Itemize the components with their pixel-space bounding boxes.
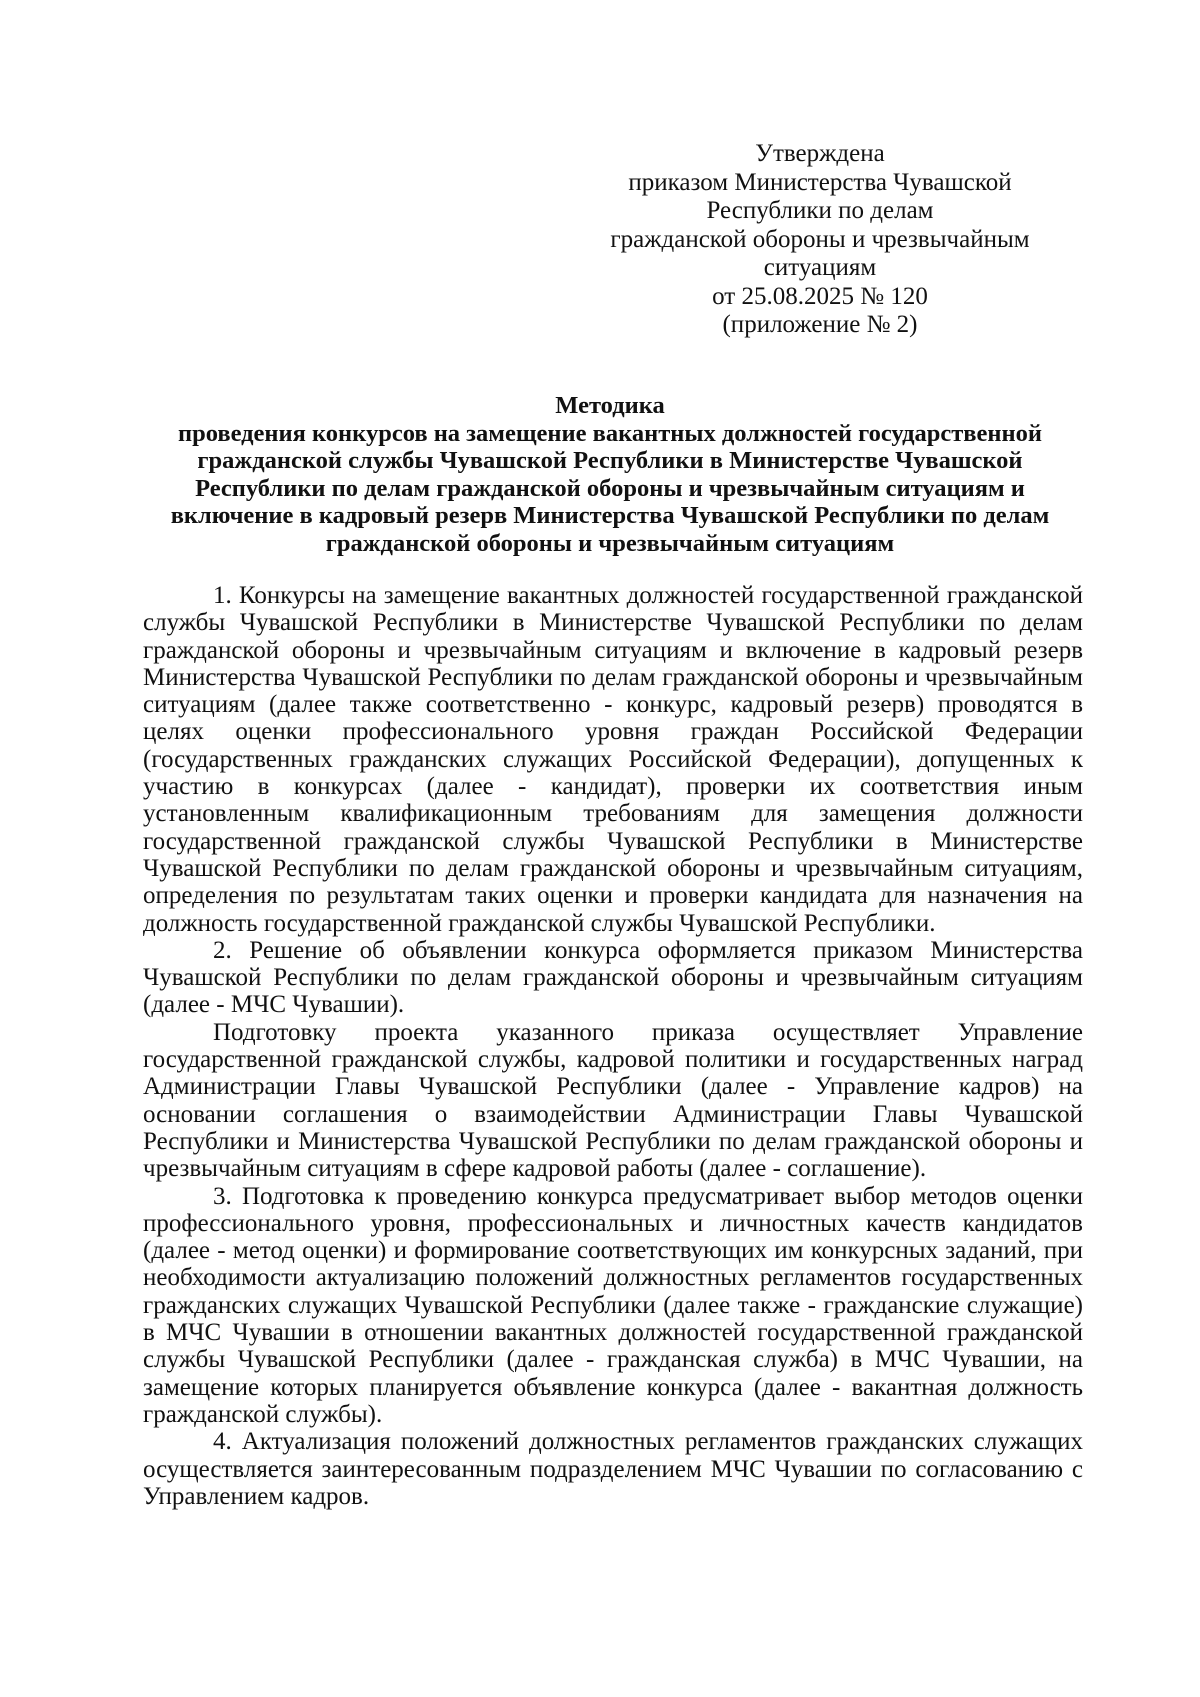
approval-order-date: от 25.08.2025 № 120	[712, 282, 928, 310]
paragraph-3: 3. Подготовка к проведению конкурса предусматривает выбор методов оценки профессионального уровня, профессиональных и личностных качеств кандидатов (далее - метод оценки) и формирование соответствующих им конкурсных заданий, при необходимости актуализацию положений должностных регламентов государственных гражданских служащих Чувашской Республики (далее также - гражданские служащие) в МЧС Чувашии в отношении вакантных должностей государственной гражданской службы Чувашской Республики (далее - гражданская служба) в МЧС Чувашии, на замещение которых планируется объявление конкурса (далее - вакантная должность гражданской службы).	[143, 1182, 1083, 1428]
approval-line: приказом Министерства Чувашской	[628, 168, 1012, 196]
paragraph-4: 4. Актуализация положений должностных регламентов гражданских служащих осуществляется заинтересованным подразделением МЧС Чувашии по согласованию с Управлением кадров.	[143, 1428, 1083, 1510]
paragraph-2: 2. Решение об объявлении конкурса оформляется приказом Министерства Чувашской Республики по делам гражданской обороны и чрезвычайным ситуациям (далее - МЧС Чувашии).	[143, 936, 1083, 1019]
paragraph-1: 1. Конкурсы на замещение вакантных должностей государственной гражданской службы Чувашской Республики в Министерстве Чувашской Республики по делам гражданской обороны и чрезвычайным ситуациям и включение в кадровый резерв Министерства Чувашской Республики по делам гражданской обороны и чрезвычайным ситуациям (далее также соответственно - конкурс, кадровый резерв) проводятся в целях оценки профессионального уровня граждан Российской Федерации (государственных гражданских служащих Российской Федерации), допущенных к участию в конкурсах (далее - кандидат), проверки их соответствия иным установленным квалификационным требованиям для замещения должности государственной гражданской службы Чувашской Республики в Министерстве Чувашской Республики по делам гражданской обороны и чрезвычайным ситуациям, определения по результатам таких оценки и проверки кандидата для назначения на должность государственной гражданской службы Чувашской Республики.	[143, 582, 1083, 937]
approval-stamp-block	[590, 140, 1050, 340]
approval-line: ситуациям	[763, 254, 877, 281]
document-subtitle: проведения конкурсов на замещение вакантных должностей государственной гражданской службы Чувашской Республики в Министерстве Чувашской Республики по делам гражданской обороны и чрезвычайным ситуациям и включение в кадровый резерв Министерства Чувашской Республики по делам гражданской обороны и чрезвычайным ситуациям	[170, 419, 1050, 557]
approval-line: Утверждена	[755, 140, 885, 167]
approval-line: Республики по делам	[706, 197, 934, 224]
approval-line: гражданской обороны и чрезвычайным	[610, 225, 1030, 253]
paragraph-2-continued: Подготовку проекта указанного приказа осуществляет Управление государственной гражданской службы, кадровой политики и государственных наград Администрации Главы Чувашской Республики (далее - Управление кадров) на основании соглашения о взаимодействии Администрации Главы Чувашской Республики и Министерства Чувашской Республики по делам гражданской обороны и чрезвычайным ситуациям в сфере кадровой работы (далее - соглашение).	[143, 1018, 1083, 1183]
approval-appendix-number: (приложение № 2)	[722, 311, 918, 338]
document-body	[143, 582, 1083, 1510]
document-heading: Методика	[555, 392, 665, 419]
document-title-block	[140, 392, 1080, 557]
